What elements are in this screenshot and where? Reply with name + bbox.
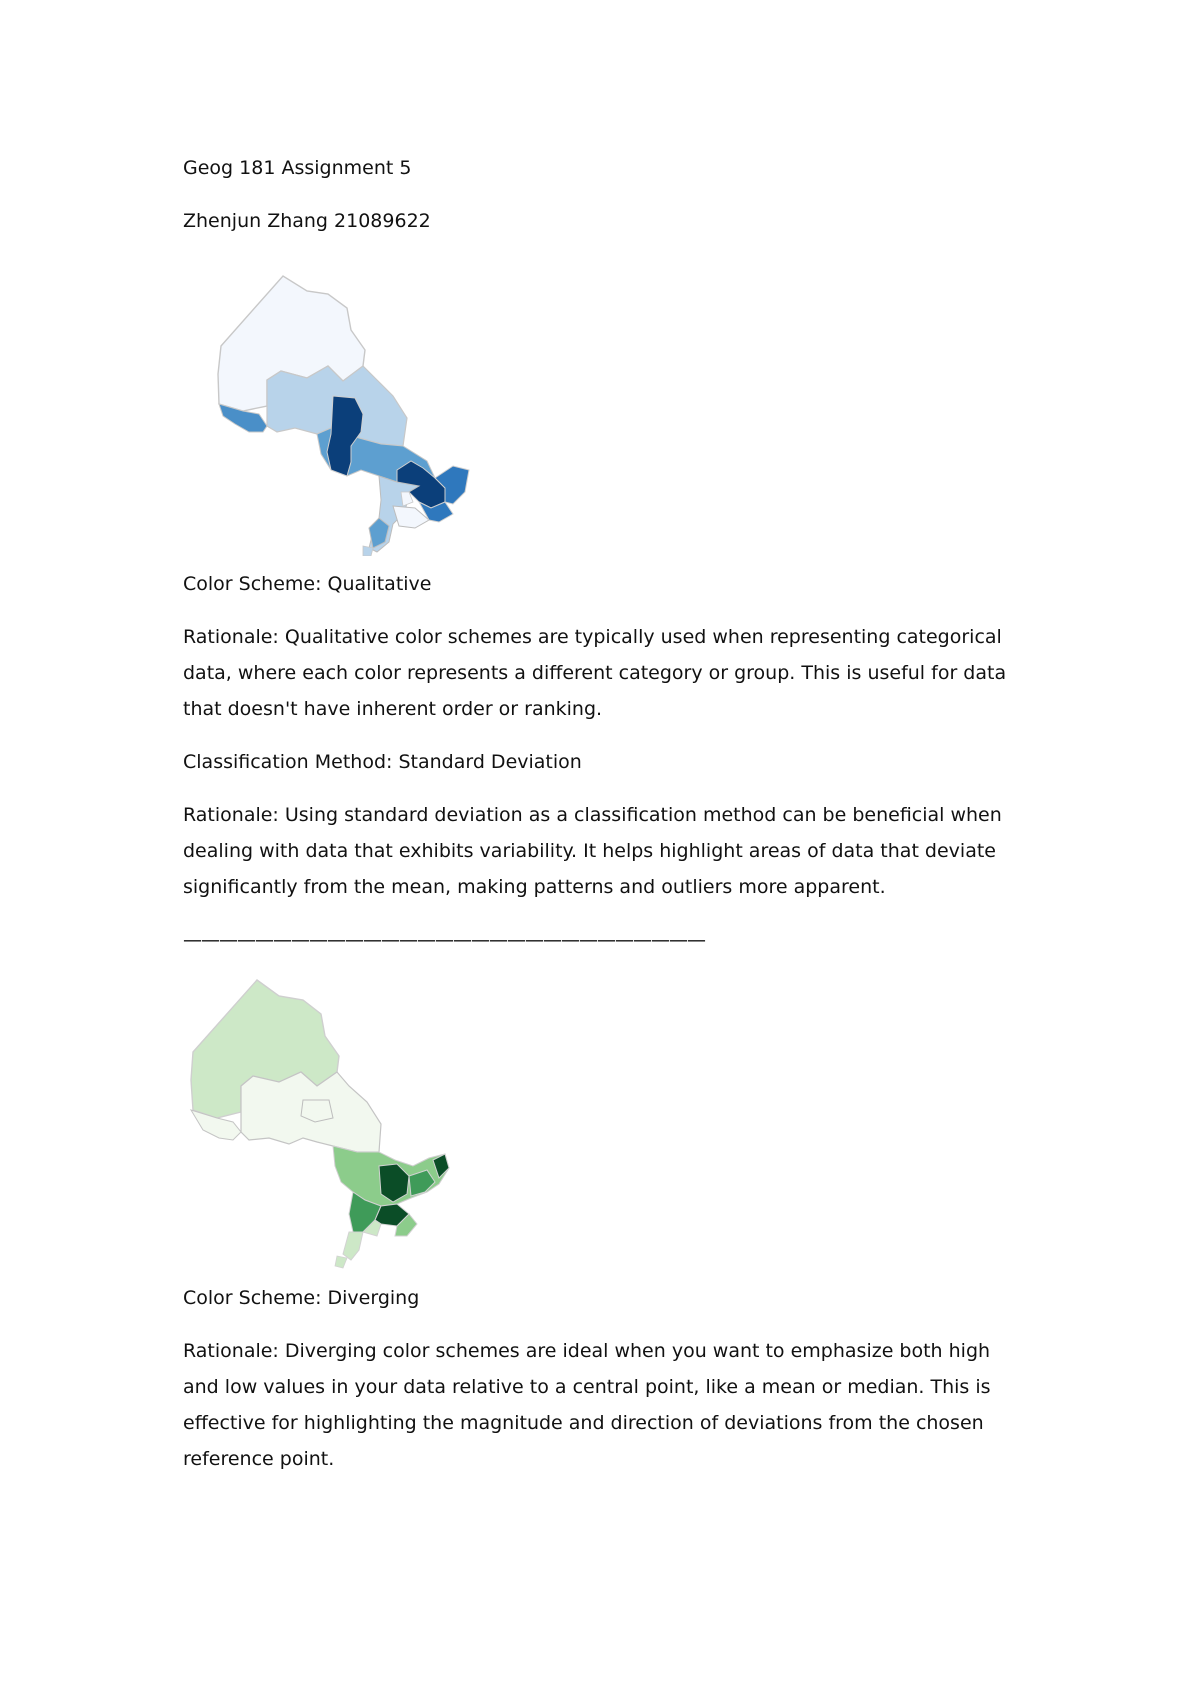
author-line: Zhenjun Zhang 21089622 (183, 210, 431, 232)
ontario-map-green-icon (183, 970, 503, 1270)
blue-map-region-13 (363, 546, 373, 556)
section-1-rationale-1: Rationale: Qualitative color schemes are typically used when representing categorical data, where each color represents a different category or group. This is useful for data that doesn't have inherent order or ranking. (183, 626, 1007, 720)
section-2-color-scheme: Color Scheme: Diverging (183, 1287, 420, 1309)
document-title: Geog 181 Assignment 5 (183, 157, 412, 179)
section-divider: ————————————————————————————— (183, 929, 705, 951)
ontario-map-blue-icon (183, 256, 503, 556)
section-1-color-scheme: Color Scheme: Qualitative (183, 573, 432, 595)
document-content (183, 150, 1023, 1494)
green-map-region-14 (335, 1256, 347, 1268)
section-1-classification-method: Classification Method: Standard Deviation (183, 751, 582, 773)
section-1-rationale-2: Rationale: Using standard deviation as a classification method can be beneficial when dealing with data that exhibits variability. It helps highlight areas of data that deviate significantly from the mean, making patterns and outliers more apparent. (183, 804, 1002, 898)
green-map-region-12 (343, 1232, 363, 1260)
section-2-rationale-1: Rationale: Diverging color schemes are ideal when you want to emphasize both high and low values in your data relative to a central point, like a mean or median. This is effective for highlighting the magnitude and direction of deviations from the chosen reference point. (183, 1340, 991, 1470)
ontario-map-green-figure (183, 970, 503, 1270)
ontario-map-blue-figure (183, 256, 503, 556)
